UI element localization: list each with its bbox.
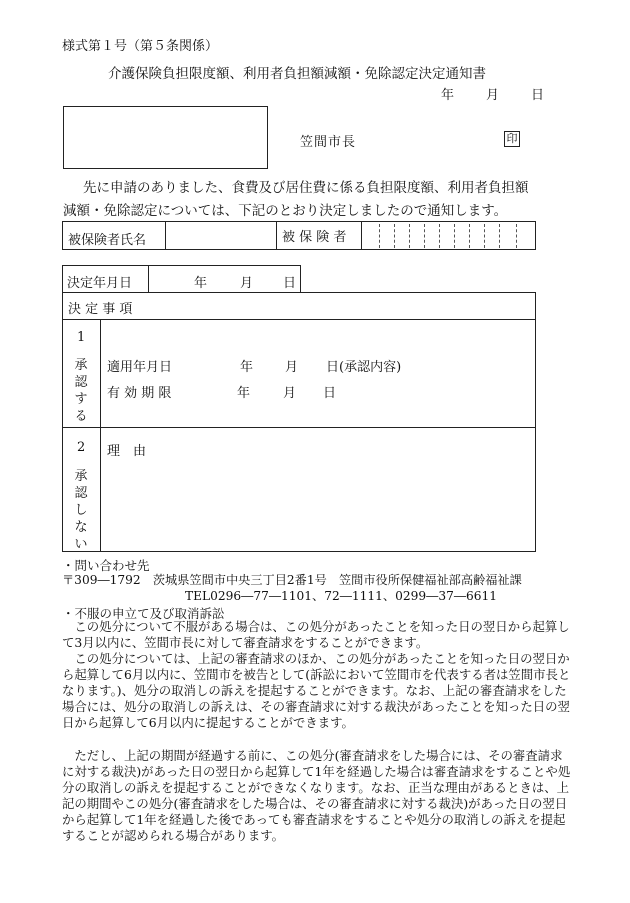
form-number: 様式第１号（第５条関係） (62, 39, 219, 54)
validity-day: 日 (323, 386, 337, 401)
contact-heading: ・問い合わせ先 (62, 558, 150, 573)
decision-date-label: 決定年月日 (67, 276, 133, 291)
number-cell-divider (454, 224, 455, 248)
applicable-date-label: 適用年月日 (107, 360, 173, 375)
decision-table (62, 292, 536, 552)
reason-label: 理 由 (107, 444, 147, 459)
address-box (63, 106, 268, 169)
number-cell-divider (499, 224, 500, 248)
contact-tel: TEL0296―77―1101、72―1111、0299―37―6611 (185, 589, 498, 603)
approve-number: 1 (77, 330, 86, 345)
reject-label: 承認しない (74, 469, 88, 552)
intro-line-1: 先に申請のありました、食費及び居住費に係る負担限度額、利用者負担額 (83, 180, 529, 196)
issue-date-year: 年 (441, 88, 455, 103)
decision-date-day: 日 (283, 276, 297, 291)
number-cell-divider (484, 224, 485, 248)
insured-name-label: 被保険者氏名 (68, 233, 147, 248)
number-cell-divider (394, 224, 395, 248)
appeal-paragraph-2: この処分については、上記の審査請求のほか、この処分があったことを知った日の翌日から起算して6月以内に、笠間市を被告として(訴訟において笠間市を代表する者は笠間市長となります。)、処分の取消しの訴えを提起することができます。なお、上記の審査請求をした場合には、処分の取消しの訴えは、その審査請求に対する裁決があったことを知った日の翌日から起算して6月以内に提起することができます。 (62, 651, 571, 730)
validity-year: 年 (237, 386, 251, 401)
contact-address: 〒309―1792 茨城県笠間市中央三丁目2番1号 笠間市役所保健福祉部高齢福祉課 (62, 573, 522, 587)
appeal-heading: ・不服の申立て及び取消訴訟 (62, 606, 225, 621)
insured-number-label: 被 保 険 者 (282, 230, 347, 245)
applicable-month: 月 (285, 360, 299, 375)
applicable-year: 年 (240, 360, 254, 375)
number-cell-divider (409, 224, 410, 248)
insured-table-divider-1 (165, 221, 166, 250)
appeal-paragraph-1: この処分について不服がある場合は、この処分があったことを知った日の翌日から起算して3月以内に、笠間市長に対して審査請求をすることができます。 (62, 619, 570, 650)
decision-date-divider (148, 265, 149, 293)
validity-label: 有 効 期 限 (107, 386, 172, 401)
seal-icon: 印 (504, 131, 520, 147)
approve-label: 承認する (74, 358, 88, 424)
appeal-paragraph-3: ただし、上記の期間が経過する前に、この処分(審査請求をした場合には、その審査請求に対する裁決)があった日の翌日から起算して1年を経過した場合は審査請求をすることや処分の取消しの訴えを提起することができなくなります。なお、正当な理由があるときは、上記の期間やこの処分(審査請求をした場合は、その審査請求に対する裁決)があった日の翌日から起算して1年を経過した後であっても審査請求をすることや処分の取消しの訴えを提起することが認められる場合があります。 (62, 748, 571, 843)
reject-number: 2 (77, 440, 86, 455)
issue-date-month: 月 (486, 88, 500, 103)
insured-table-divider-2 (276, 221, 277, 250)
decision-table-header-rule (62, 319, 536, 320)
insured-table-divider-3 (361, 221, 362, 250)
number-cell-divider (379, 224, 380, 248)
document-title: 介護保険負担限度額、利用者負担額減額・免除認定決定通知書 (108, 66, 486, 82)
number-cell-divider (469, 224, 470, 248)
decision-table-row-rule (62, 427, 536, 428)
intro-line-2: 減額・免除認定については、下記のとおり決定しましたので通知します。 (63, 203, 508, 219)
issuer-name: 笠間市長 (300, 135, 357, 150)
issue-date-day: 日 (531, 88, 545, 103)
decision-date-month: 月 (240, 276, 254, 291)
number-cell-divider (439, 224, 440, 248)
applicable-day: 日(承認内容) (326, 360, 402, 375)
validity-month: 月 (283, 386, 297, 401)
number-cell-divider (424, 224, 425, 248)
decision-date-year: 年 (194, 276, 208, 291)
decision-table-column-rule (100, 319, 101, 552)
number-cell-divider (516, 224, 517, 248)
decision-header: 決 定 事 項 (68, 302, 133, 317)
